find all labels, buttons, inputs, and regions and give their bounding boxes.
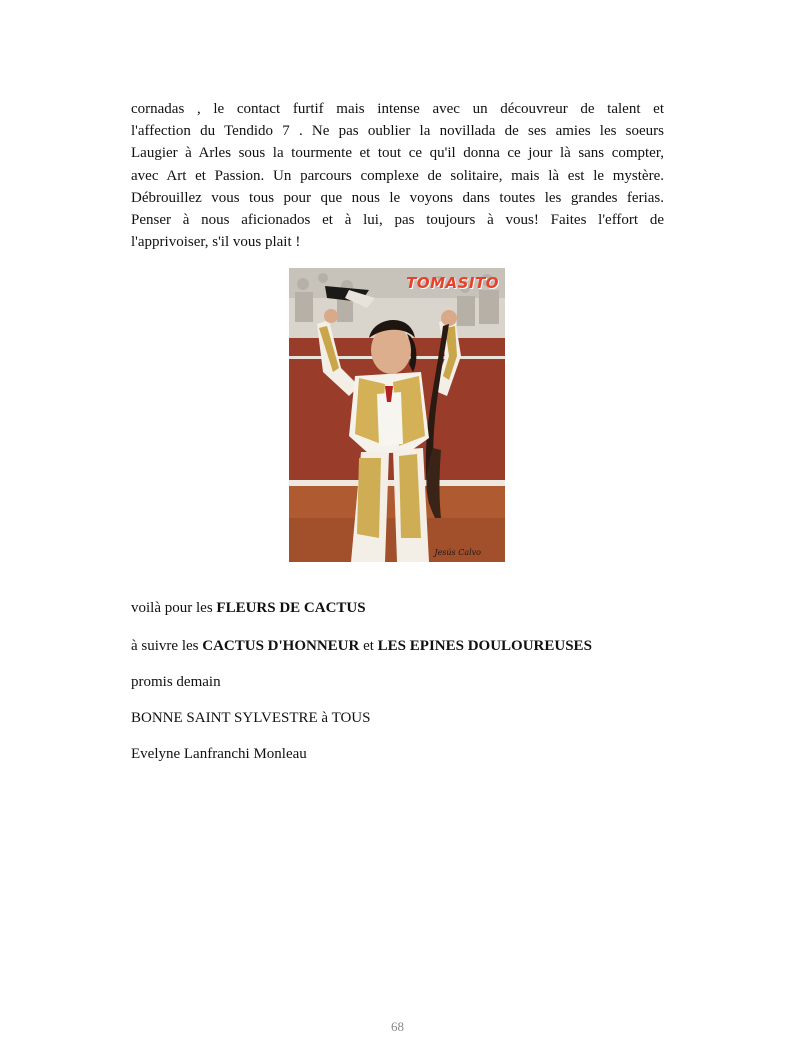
line-text: et xyxy=(359,638,378,654)
paragraph-line: cornadas , le contact furtif mais intense avec un découvreur de talent et xyxy=(131,101,664,117)
bold-title: CACTUS D'HONNEUR xyxy=(202,638,360,654)
paragraph-line: avec Art et Passion. Un parcours complexe de solitaire, mais là est le mystère. xyxy=(131,167,664,184)
page-number: 68 xyxy=(391,1019,404,1034)
line-text: voilà pour les xyxy=(131,600,217,616)
bold-title: FLEURS DE CACTUS xyxy=(216,600,366,616)
closing-line-promis: promis demain xyxy=(131,674,221,690)
closing-line-suivre xyxy=(131,637,592,655)
bullfighter-photo xyxy=(289,268,505,562)
paragraph-line: l'apprivoiser, s'il vous plait ! xyxy=(131,234,301,251)
author-signature: Evelyne Lanfranchi Monleau xyxy=(131,746,307,762)
photo-title-overlay: TOMASITO xyxy=(406,274,499,292)
paragraph-line: Laugier à Arles sous la tourmente et tout ce qu'il donna ce jour là sans compter, xyxy=(131,145,664,162)
body-paragraph xyxy=(131,98,664,253)
closing-line-greeting: BONNE SAINT SYLVESTRE à TOUS xyxy=(131,710,371,726)
line-text: à suivre les xyxy=(131,638,203,654)
paragraph-line: Penser à nous aficionados et à lui, pas toujours à vous! Faites l'effort de xyxy=(131,211,664,228)
paragraph-line: l'affection du Tendido 7 . Ne pas oublier la novillada de ses amies les soeurs xyxy=(131,123,664,140)
photo-signature: Jesús Calvo xyxy=(434,548,481,557)
bold-title: LES EPINES DOULOUREUSES xyxy=(377,638,592,654)
paragraph-line: Débrouillez vous tous pour que nous le voyons dans toutes les grandes ferias. xyxy=(131,189,664,206)
closing-line-fleurs xyxy=(131,599,366,617)
bullfighter-illustration xyxy=(289,268,505,562)
